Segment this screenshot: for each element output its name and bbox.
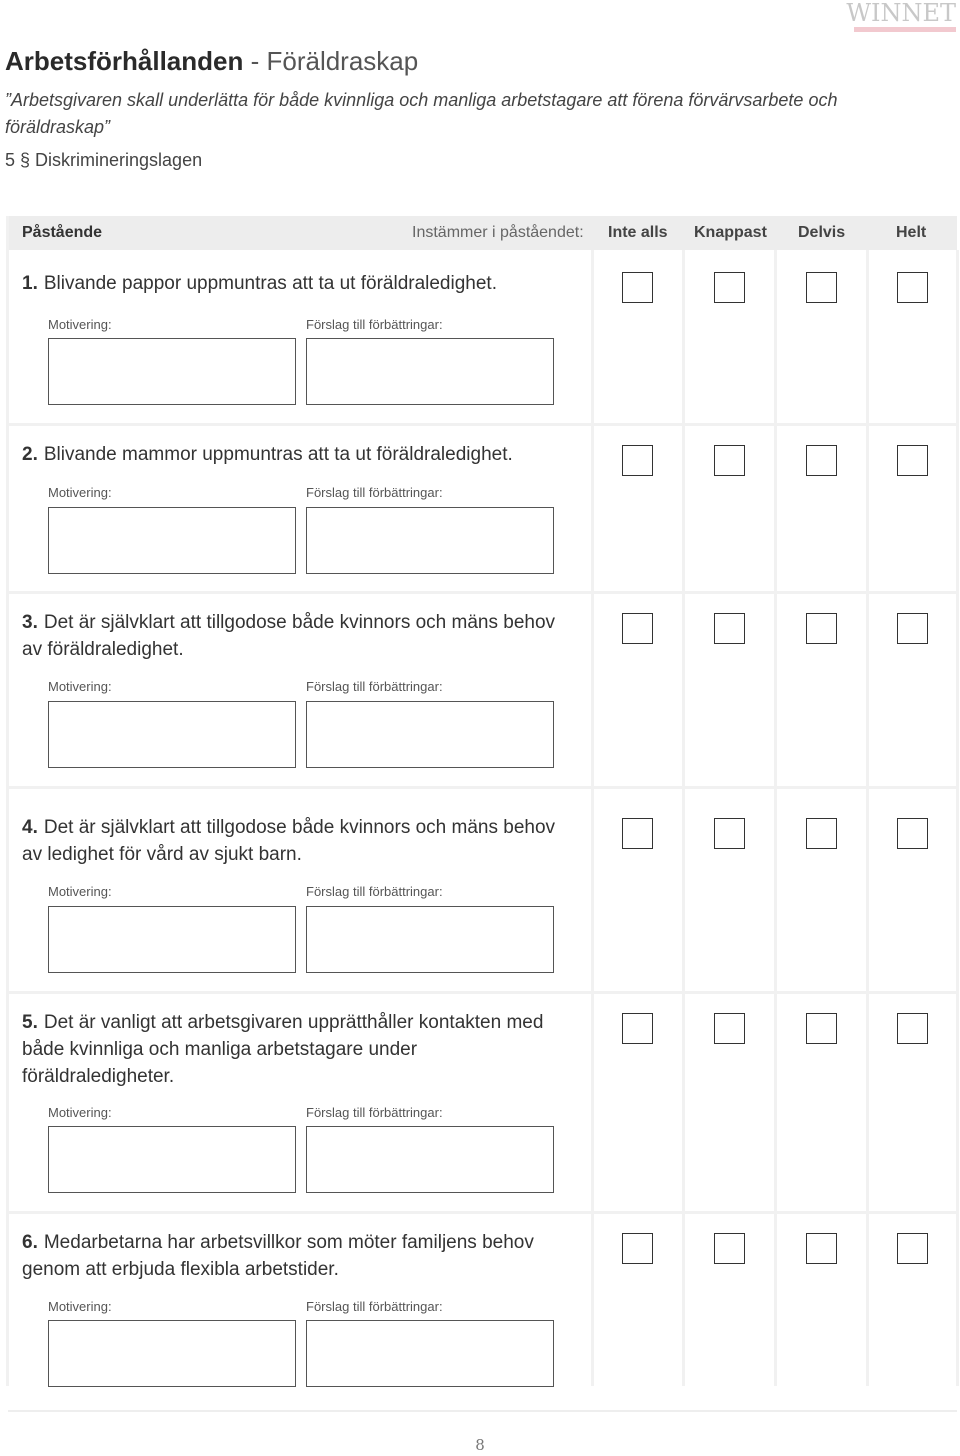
option-header-inte-alls: Inte alls	[608, 224, 668, 241]
question-text	[22, 1229, 562, 1283]
agree-header: Instämmer i påståendet:	[412, 224, 584, 241]
suggestion-field[interactable]	[306, 1126, 554, 1193]
row-divider	[8, 423, 957, 426]
question-text	[22, 609, 562, 663]
title-main: Arbetsförhållanden	[5, 46, 244, 76]
suggestion-field[interactable]	[306, 1320, 554, 1387]
page-number: 8	[475, 1436, 485, 1454]
table-header	[8, 216, 957, 250]
row-divider	[8, 1211, 957, 1214]
row-divider	[8, 591, 957, 594]
motivation-label: Motivering:	[48, 1299, 112, 1314]
motivation-label: Motivering:	[48, 317, 112, 332]
motivation-label: Motivering:	[48, 1105, 112, 1120]
checkbox-inte-alls[interactable]	[622, 1013, 653, 1044]
checkbox-knappast[interactable]	[714, 1233, 745, 1264]
motivation-field[interactable]	[48, 1126, 296, 1193]
checkbox-inte-alls[interactable]	[622, 613, 653, 644]
suggestion-field[interactable]	[306, 701, 554, 768]
suggestion-label: Förslag till förbättringar:	[306, 1299, 443, 1314]
checkbox-inte-alls[interactable]	[622, 818, 653, 849]
question-statement: Blivande mammor uppmuntras att ta ut föräldraledighet.	[43, 444, 513, 465]
suggestion-label: Förslag till förbättringar:	[306, 1105, 443, 1120]
logo-underline	[854, 27, 956, 32]
question-number: 1.	[22, 273, 38, 294]
question-row	[8, 593, 957, 788]
option-header-knappast: Knappast	[694, 224, 767, 241]
question-number: 5.	[22, 1012, 38, 1033]
motivation-field[interactable]	[48, 906, 296, 973]
checkbox-inte-alls[interactable]	[622, 1233, 653, 1264]
question-number: 6.	[22, 1232, 38, 1253]
question-row	[8, 788, 957, 993]
question-text	[22, 814, 562, 868]
checkbox-inte-alls[interactable]	[622, 272, 653, 303]
option-header-delvis: Delvis	[798, 224, 846, 241]
suggestion-field[interactable]	[306, 906, 554, 973]
checkbox-helt[interactable]	[897, 1233, 928, 1264]
question-statement: Blivande pappor uppmuntras att ta ut föräldraledighet.	[43, 273, 497, 294]
title-sub: - Föräldraskap	[243, 46, 419, 76]
checkbox-helt[interactable]	[897, 818, 928, 849]
suggestion-label: Förslag till förbättringar:	[306, 679, 443, 694]
motivation-label: Motivering:	[48, 485, 112, 500]
checkbox-helt[interactable]	[897, 613, 928, 644]
question-row	[8, 993, 957, 1213]
motivation-field[interactable]	[48, 701, 296, 768]
question-statement: Medarbetarna har arbetsvillkor som möter familjens behov genom att erbjuda flexibla arbetstider.	[22, 1232, 534, 1280]
law-quote: ”Arbetsgivaren skall underlätta för både kvinnliga och manliga arbetstagare att förena förvärvsarbete och föräldraskap”	[5, 90, 838, 137]
question-row	[8, 1213, 957, 1388]
row-divider	[8, 786, 957, 789]
question-statement: Det är vanligt att arbetsgivaren upprätthåller kontakten med både kvinnliga och manliga arbetstagare under föräldraledigheter.	[22, 1012, 544, 1087]
row-divider	[8, 991, 957, 994]
checkbox-knappast[interactable]	[714, 613, 745, 644]
question-statement: Det är självklart att tillgodose både kvinnors och mäns behov av ledighet för vård av sjukt barn.	[22, 817, 556, 865]
checkbox-delvis[interactable]	[806, 818, 837, 849]
checkbox-delvis[interactable]	[806, 1013, 837, 1044]
option-header-helt: Helt	[896, 224, 927, 241]
page-title	[5, 44, 418, 78]
checkbox-delvis[interactable]	[806, 445, 837, 476]
checkbox-helt[interactable]	[897, 445, 928, 476]
question-text	[22, 441, 562, 468]
checkbox-knappast[interactable]	[714, 445, 745, 476]
question-number: 4.	[22, 817, 38, 838]
statement-header: Påstående	[22, 224, 103, 241]
motivation-label: Motivering:	[48, 679, 112, 694]
suggestion-field[interactable]	[306, 338, 554, 405]
footer-divider	[8, 1410, 957, 1412]
checkbox-delvis[interactable]	[806, 1233, 837, 1264]
winnet-logo: WINNET	[846, 0, 956, 27]
question-number: 3.	[22, 612, 38, 633]
suggestion-label: Förslag till förbättringar:	[306, 485, 443, 500]
motivation-field[interactable]	[48, 1320, 296, 1387]
suggestion-label: Förslag till förbättringar:	[306, 317, 443, 332]
suggestion-field[interactable]	[306, 507, 554, 574]
checkbox-inte-alls[interactable]	[622, 445, 653, 476]
checkbox-delvis[interactable]	[806, 613, 837, 644]
checkbox-knappast[interactable]	[714, 1013, 745, 1044]
motivation-label: Motivering:	[48, 884, 112, 899]
question-statement: Det är självklart att tillgodose både kvinnors och mäns behov av föräldraledighet.	[22, 612, 556, 660]
law-reference: 5 § Diskrimineringslagen	[5, 150, 203, 170]
question-number: 2.	[22, 444, 38, 465]
motivation-field[interactable]	[48, 507, 296, 574]
checkbox-helt[interactable]	[897, 272, 928, 303]
checkbox-knappast[interactable]	[714, 818, 745, 849]
suggestion-label: Förslag till förbättringar:	[306, 884, 443, 899]
question-row	[8, 250, 957, 425]
checkbox-helt[interactable]	[897, 1013, 928, 1044]
checkbox-knappast[interactable]	[714, 272, 745, 303]
motivation-field[interactable]	[48, 338, 296, 405]
question-text	[22, 270, 562, 297]
question-row	[8, 425, 957, 593]
question-text	[22, 1009, 562, 1090]
checkbox-delvis[interactable]	[806, 272, 837, 303]
